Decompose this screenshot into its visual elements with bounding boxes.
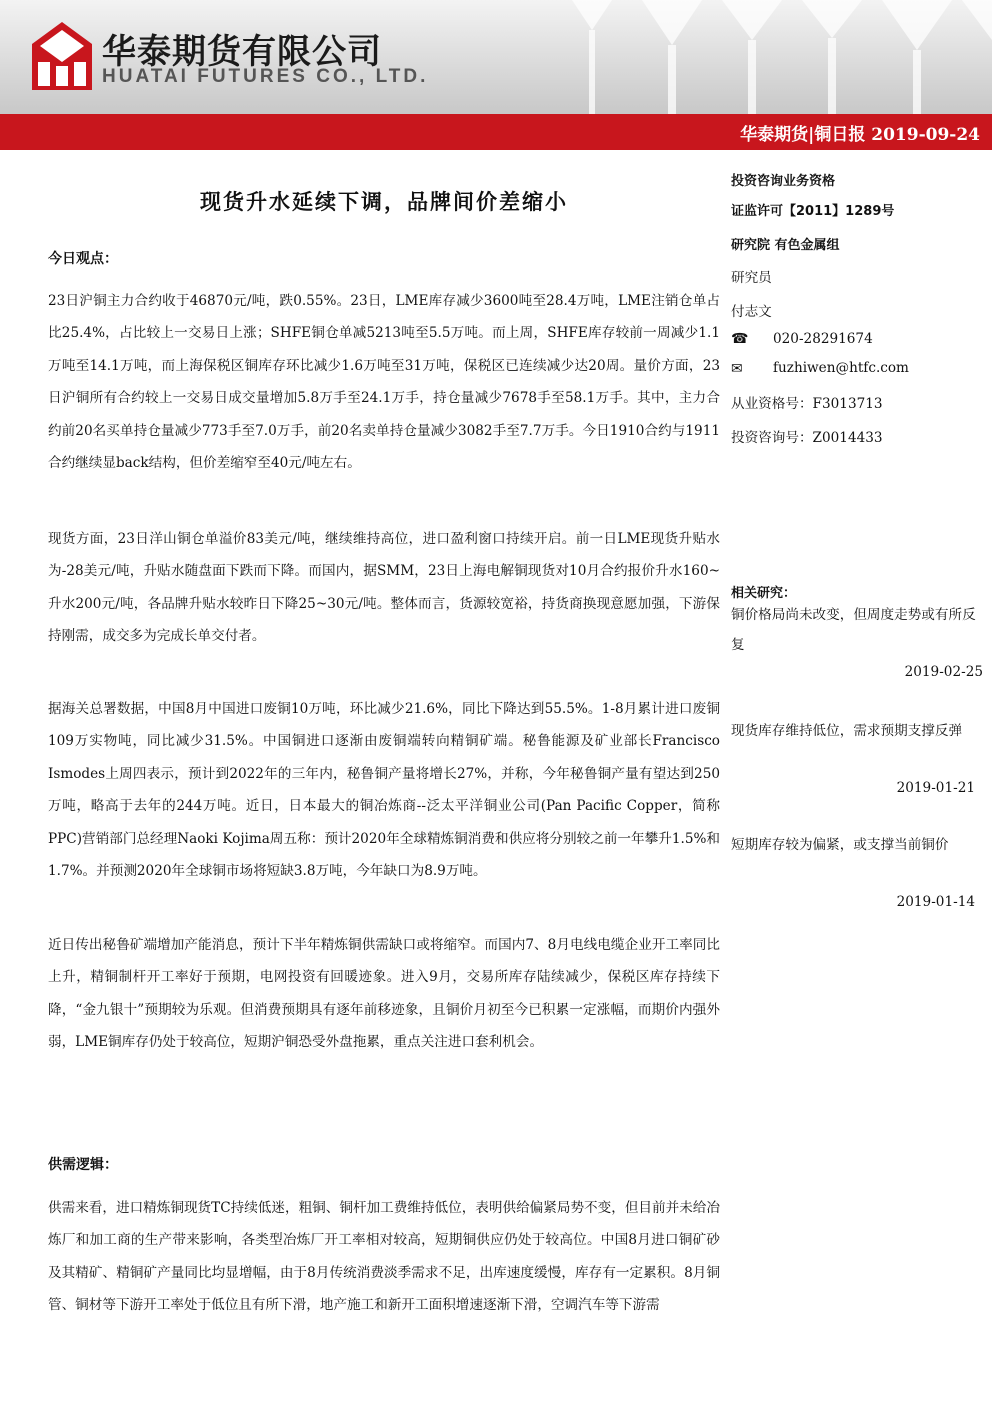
paragraph-customs: 据海关总署数据，中国8月中国进口废铜10万吨，环比减少21.6%，同比下降达到55.5%。1-8月累计进口废铜109万实物吨，同比减少31.5%。中国铜进口逐渐由废铜端转向精铜矿端。秘鲁能源及矿业部长Francisco Ismodes上周四表示，预计到2022年的三年内，秘鲁铜产量将增长27%，并称，今年秘鲁铜产量有望达到250万吨，略高于去年的244万吨。近日，日本最大的铜冶炼商--泛太平洋铜业公司(Pan Pacific Copper，简称PPC)营销部门总经理Naoki Kojima周五称：预计2020年全球精炼铜消费和供应将分别较之前一年攀升1.5%和1.7%。并预测2020年全球铜市场将短缺3.8万吨，今年缺口为8.9万吨。 — [48, 701, 720, 880]
consult-number: 投资咨询号：Z0014433 — [731, 430, 883, 446]
practice-number: 从业资格号：F3013713 — [731, 396, 883, 412]
related-item-title[interactable]: 短期库存较为偏紧，或支撑当前铜价 — [731, 837, 949, 853]
section-heading-today: 今日观点： — [48, 251, 118, 267]
phone-number: 020-28291674 — [773, 331, 873, 347]
paragraph-supply: 供需来看，进口精炼铜现货TC持续低迷，粗铜、铜杆加工费维持低位，表明供给偏紧局势不变，但目前并未给冶炼厂和加工商的生产带来影响，各类型冶炼厂开工率相对较高，短期铜供应仍处于较高位。中国8月进口铜矿砂及其精矿、精铜矿产量同比均显增幅，由于8月传统消费淡季需求不足，出库速度缓慢，库存有一定累积。8月铜管、铜材等下游开工率处于低位且有所下滑，地产施工和新开工面积增速逐渐下滑，空调汽车等下游需 — [48, 1200, 720, 1314]
email-address: fuzhiwen@htfc.com — [773, 360, 909, 376]
analyst-role: 研究员 — [731, 270, 772, 286]
company-name-en: HUATAI FUTURES CO., LTD. — [102, 66, 429, 87]
institute-name: 研究院 有色金属组 — [731, 238, 840, 253]
related-item-date: 2019-02-25 — [904, 664, 983, 680]
paragraph-spot: 现货方面，23日洋山铜仓单溢价83美元/吨，继续维持高位，进口盈利窗口持续开启。前一日LME现货升贴水为-28美元/吨，升贴水随盘面下跌而下降。而国内，据SMM，23日上海电解铜现货对10月合约报价升水160~升水200元/吨，各品牌升贴水较昨日下降25~30元/吨。整体而言，货源较宽裕，持货商换现意愿加强，下游保持刚需，成交多为完成长单交付者。 — [48, 531, 720, 645]
email-icon: ✉ — [731, 361, 743, 377]
report-tag-bar — [0, 114, 992, 150]
company-name-cn: 华泰期货有限公司 — [102, 32, 382, 72]
report-tag: 华泰期货|铜日报 2019-09-24 — [740, 125, 980, 145]
header-decoration — [572, 0, 992, 114]
phone-icon: ☎ — [731, 331, 749, 347]
paragraph-market: 23日沪铜主力合约收于46870元/吨，跌0.55%。23日，LME库存减少3600吨至28.4万吨，LME注销仓单占比25.4%，占比较上一交易日上涨；SHFE铜仓单减5213吨至5.5万吨。而上周，SHFE库存较前一周减少1.1万吨至14.1万吨，而上海保税区铜库存环比减少1.6万吨至31万吨，保税区已连续减少达20周。量价方面，23日沪铜所有合约较上一交易日成交量增加5.8万手至24.1万手，持仓量减少7678手至58.1万手。其中，主力合约前20名买单持仓量减少773手至7.0万手，前20名卖单持仓量减少3082手至7.7万手。今日1910合约与1911合约继续显back结构，但价差缩窄至40元/吨左右。 — [48, 293, 720, 472]
related-item-title[interactable]: 现货库存维持低位，需求预期支撑反弹 — [731, 723, 963, 739]
section-heading-supply: 供需逻辑： — [48, 1157, 118, 1173]
analyst-name: 付志文 — [731, 304, 772, 320]
huatai-logo-icon — [32, 22, 92, 90]
qualification-label: 投资咨询业务资格 — [731, 174, 836, 189]
related-item-title[interactable]: 铜价格局尚未改变，但周度走势或有所反复 — [731, 607, 976, 653]
license-number: 证监许可【2011】1289号 — [731, 204, 895, 219]
related-item-date: 2019-01-21 — [896, 780, 975, 796]
report-header — [0, 0, 992, 114]
related-heading: 相关研究： — [731, 586, 797, 601]
related-item-date: 2019-01-14 — [896, 894, 975, 910]
paragraph-outlook: 近日传出秘鲁矿端增加产能消息，预计下半年精炼铜供需缺口或将缩窄。而国内7、8月电线电缆企业开工率同比上升，精铜制杆开工率好于预期，电网投资有回暖迹象。进入9月，交易所库存陆续减少，保税区库存持续下降，“金九银十”预期较为乐观。但消费预期具有逐年前移迹象，且铜价月初至今已积累一定涨幅，而期价内强外弱，LME铜库存仍处于较高位，短期沪铜恐受外盘拖累，重点关注进口套利机会。 — [48, 937, 720, 1051]
report-title: 现货升水延续下调，品牌间价差缩小 — [200, 189, 568, 214]
